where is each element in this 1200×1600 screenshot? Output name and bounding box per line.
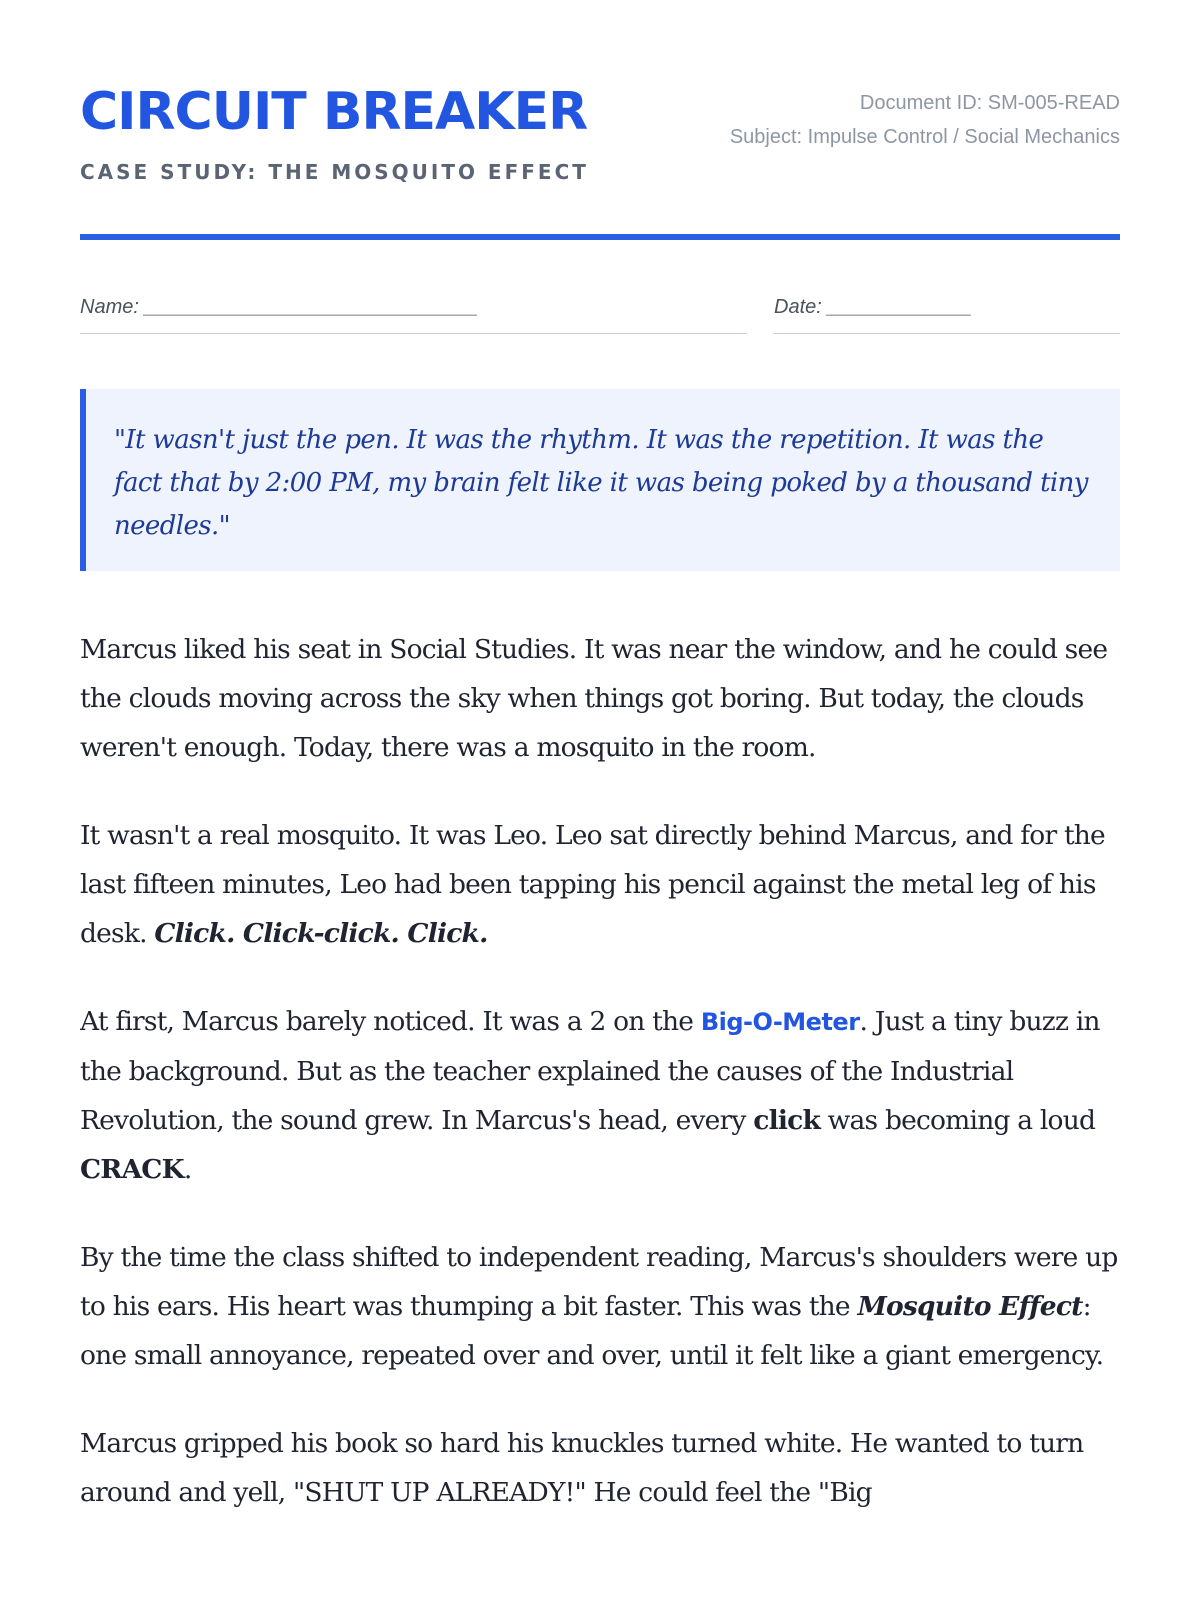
paragraph-text: It wasn't a real mosquito. It was Leo. Leo sat directly behind Marcus, and for the last fifteen minutes, Leo had been tapping his pencil against the metal leg of his desk. bbox=[80, 820, 1105, 949]
header-divider bbox=[80, 234, 1120, 240]
name-field[interactable]: Name: ______________________________ bbox=[80, 296, 747, 334]
paragraph-text: At first, Marcus barely noticed. It was a 2 on the bbox=[80, 1006, 701, 1037]
bold-text: CRACK bbox=[80, 1154, 184, 1185]
story-body bbox=[80, 625, 1120, 1556]
emphasis-text: Click. Click-click. Click. bbox=[154, 918, 488, 949]
paragraph-text: : one small annoyance, repeated over and over, until it felt like a giant emergency. bbox=[80, 1291, 1104, 1371]
paragraph-text: was becoming a loud bbox=[820, 1105, 1096, 1136]
pull-quote-text: "It wasn't just the pen. It was the rhythm. It was the repetition. It was the fact that by 2:00 PM, my brain felt like it was being poked by a thousand tiny needles." bbox=[114, 425, 1088, 541]
story-paragraph: Marcus gripped his book so hard his knuckles turned white. He wanted to turn around and yell, "SHUT UP ALREADY!" He could feel the "Big bbox=[80, 1428, 1084, 1508]
document-meta bbox=[730, 86, 1120, 154]
mosquito-effect-term: Mosquito Effect bbox=[857, 1291, 1083, 1322]
date-field[interactable]: Date: _____________ bbox=[774, 296, 1120, 334]
story-paragraph: Marcus liked his seat in Social Studies. It was near the window, and he could see the clouds moving across the sky when things got boring. But today, the clouds weren't enough. Today, there was a mosquito in the room. bbox=[80, 634, 1108, 763]
document-title: CIRCUIT BREAKER bbox=[80, 82, 588, 142]
paragraph-text: . Just a tiny buzz in the background. But as the teacher explained the causes of the Industrial Revolution, the sound grew. In Marcus's head, every bbox=[80, 1006, 1100, 1136]
bold-text: click bbox=[753, 1105, 821, 1136]
story-paragraph bbox=[80, 997, 1120, 1194]
paragraph-text: . bbox=[183, 1154, 192, 1185]
document-id: Document ID: SM-005-READ bbox=[859, 92, 1120, 114]
paragraph-text: By the time the class shifted to independent reading, Marcus's shoulders were up to his ears. His heart was thumping a bit faster. This was the bbox=[80, 1242, 1118, 1322]
big-o-meter-term: Big-O-Meter bbox=[700, 1008, 860, 1036]
case-study-subtitle: CASE STUDY: THE MOSQUITO EFFECT bbox=[80, 160, 589, 184]
pull-quote bbox=[80, 389, 1120, 571]
worksheet-page bbox=[80, 0, 1120, 1600]
document-header bbox=[80, 80, 1120, 240]
story-paragraph bbox=[80, 811, 1120, 958]
document-subject: Subject: Impulse Control / Social Mechanics bbox=[729, 126, 1120, 148]
story-paragraph bbox=[80, 1233, 1120, 1380]
